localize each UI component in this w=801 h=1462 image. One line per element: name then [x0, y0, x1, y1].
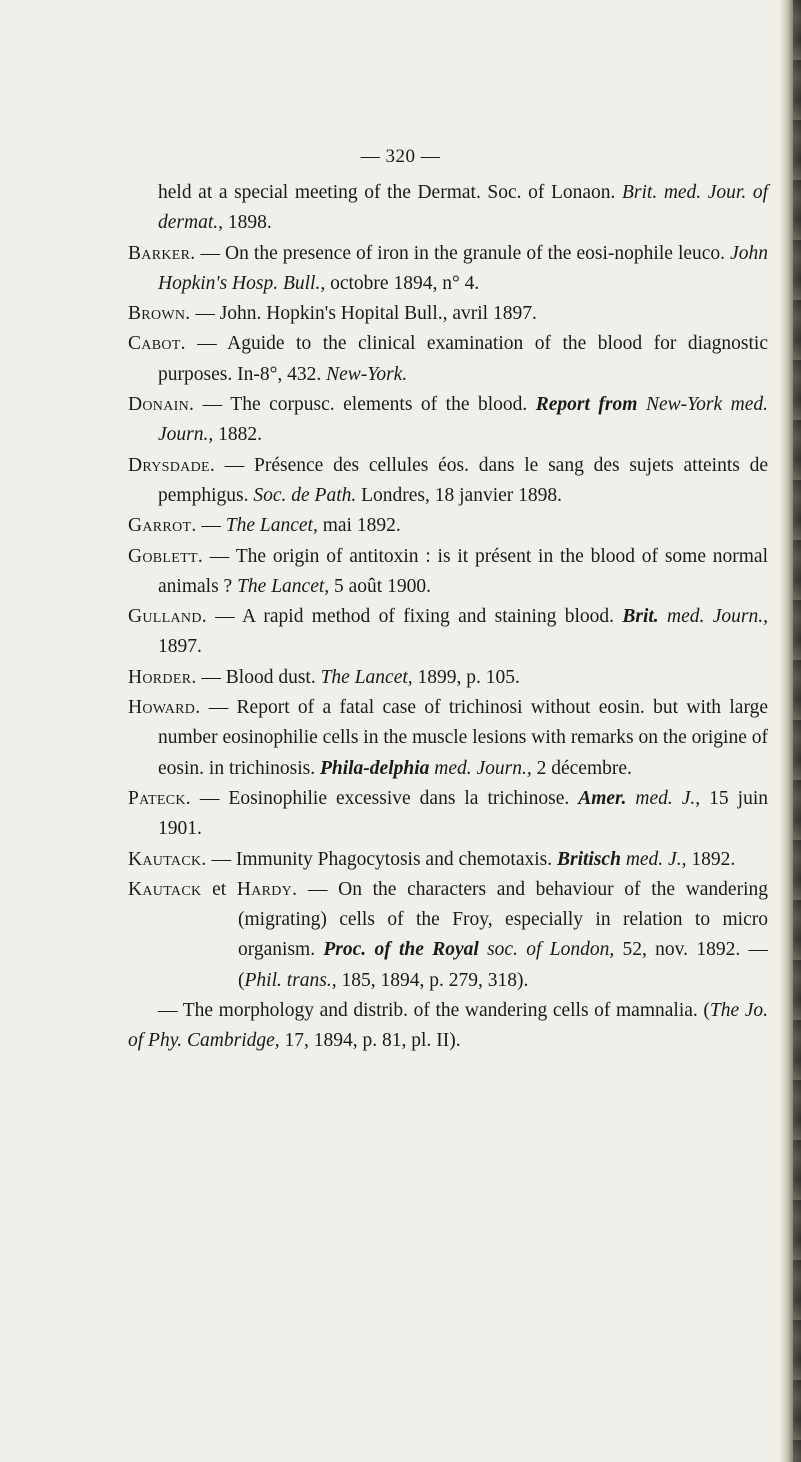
entry-text: — The origin of antitoxin : is it présent in the blood of some normal animals ? — [158, 545, 768, 597]
entry-journal: The Lancet, — [237, 575, 330, 597]
entry-author: Kautack — [128, 878, 202, 900]
entry-journal: Brit. — [622, 606, 659, 628]
entry-journal: John Hopkin's Hosp. Bull., — [158, 242, 768, 294]
entry-text: 1892. — [686, 848, 736, 870]
entry-journal: med. J., — [625, 848, 687, 870]
entry-journal: The Jo. of Phy. Cambridge, — [128, 1000, 769, 1052]
entry-author: Cabot. — [128, 333, 186, 355]
entry-author: Goblett. — [128, 545, 204, 567]
entry-text: octobre 1894, n° 4. — [325, 272, 480, 294]
entry-journal: Proc. of the Royal — [323, 939, 479, 961]
entry-text: et — [201, 878, 237, 900]
bibliography-entry-howard — [128, 693, 768, 784]
entry-author: Horder. — [128, 666, 197, 688]
entry-author: Howard. — [128, 697, 201, 719]
entry-text: — On the characters and behaviour of the wandering (migrating) cells of the Froy, especially in relation to micro organism. — [238, 878, 768, 961]
page-number-header: — 320 — — [360, 146, 441, 167]
entry-text: 1882. — [213, 424, 262, 446]
bibliography-entry-drysdade — [128, 451, 768, 512]
entry-journal: The Lancet, — [320, 666, 413, 688]
bibliography-entry-continuation — [128, 178, 768, 239]
entry-journal: Soc. de Path. — [253, 484, 357, 506]
entry-text: — On the presence of iron in the granule of the eosi-nophile leuco. — [195, 242, 731, 264]
entry-text — [637, 394, 646, 415]
entry-text — [479, 939, 487, 960]
bibliography-entry-pateck — [128, 784, 768, 845]
entry-text: 52, nov. 1892. — ( — [238, 939, 768, 991]
entry-journal: Brit. med. Jour. of dermat., — [158, 182, 768, 234]
bibliography-entry-barker — [128, 239, 768, 300]
bibliography-entry-kautack-morphology — [128, 996, 768, 1057]
entry-text: — Immunity Phagocytosis and chemotaxis. — [206, 848, 557, 870]
bibliography-entry-kautack-hardy — [128, 875, 768, 996]
entry-author: Gulland. — [128, 606, 207, 628]
bibliography-list — [128, 178, 768, 1057]
bibliography-entry-horder — [128, 663, 768, 693]
entry-author: Barker. — [128, 242, 196, 264]
entry-place: New-York. — [326, 363, 408, 385]
entry-journal: Amer. — [578, 787, 627, 809]
bibliography-entry-gulland — [128, 602, 768, 663]
entry-journal: New-York med. Journ., — [158, 394, 769, 446]
entry-journal: Phila-delphia — [319, 757, 430, 779]
entry-author: Drysdade. — [128, 454, 216, 476]
entry-text: — John. Hopkin's Hopital Bull., avril 1897. — [190, 303, 537, 325]
entry-journal: med. Journ., — [434, 757, 532, 779]
entry-author: Brown. — [128, 303, 191, 325]
entry-author: Donain. — [128, 394, 195, 416]
entry-text: Londres, 18 janvier 1898. — [356, 484, 563, 506]
page-edge-binding — [793, 0, 801, 1462]
entry-text: 1898. — [223, 212, 272, 234]
entry-author: Kautack. — [128, 848, 207, 870]
bibliography-entry-goblett — [128, 542, 768, 603]
entry-text: — The morphology and distrib. of the wandering cells of mamnalia. ( — [158, 1000, 710, 1022]
entry-text — [659, 606, 667, 627]
bibliography-entry-kautack — [128, 845, 768, 875]
entry-text: 1899, p. 105. — [412, 666, 520, 688]
bibliography-entry-brown — [128, 299, 768, 329]
entry-text: — A rapid method of fixing and staining blood. — [206, 606, 623, 628]
bibliography-entry-garrot — [128, 511, 768, 541]
entry-author: Hardy. — [236, 878, 298, 900]
bibliography-entry-cabot — [128, 329, 768, 390]
entry-journal: Phil. trans., — [244, 969, 337, 991]
entry-text: — Report of a fatal case of trichinosi without eosin. but with large number eosinophilie cells in the muscle lesions with remarks on the origine of eosin. in trichinosis. — [158, 697, 768, 779]
entry-journal: med. Journ., — [667, 606, 768, 628]
entry-author: Pateck. — [128, 787, 191, 809]
entry-text: — — [196, 515, 226, 537]
entry-journal: Britisch — [557, 848, 621, 870]
entry-text: 1897. — [158, 636, 202, 658]
entry-text: — Présence des cellules éos. dans le sang des sujets atteints de pemphigus. — [158, 454, 768, 506]
entry-text: 15 juin 1901. — [158, 787, 768, 840]
bibliography-entry-donain — [128, 390, 768, 451]
entry-text: — Aguide to the clinical examination of the blood for diagnostic purposes. In-8°, 432. — [158, 333, 768, 385]
entry-journal: med. J., — [635, 787, 701, 809]
entry-text: mai 1892. — [317, 515, 401, 537]
entry-text: — Blood dust. — [196, 666, 321, 688]
entry-journal: soc. of London, — [487, 939, 615, 961]
entry-text: held at a special meeting of the Dermat. Soc. of Lonaon. — [158, 182, 623, 203]
entry-author: Garrot. — [128, 515, 197, 537]
entry-text: — The corpusc. elements of the blood. — [194, 394, 536, 416]
entry-text: 2 décembre. — [531, 757, 632, 779]
entry-text: 17, 1894, p. 81, pl. II). — [279, 1030, 461, 1052]
entry-journal: Report from — [535, 394, 638, 416]
entry-text: 185, 1894, p. 279, 318). — [336, 969, 529, 991]
entry-text: 5 août 1900. — [329, 575, 431, 597]
entry-journal: The Lancet, — [225, 515, 318, 537]
entry-text: — Eosinophilie excessive dans la trichinose. — [190, 787, 579, 809]
